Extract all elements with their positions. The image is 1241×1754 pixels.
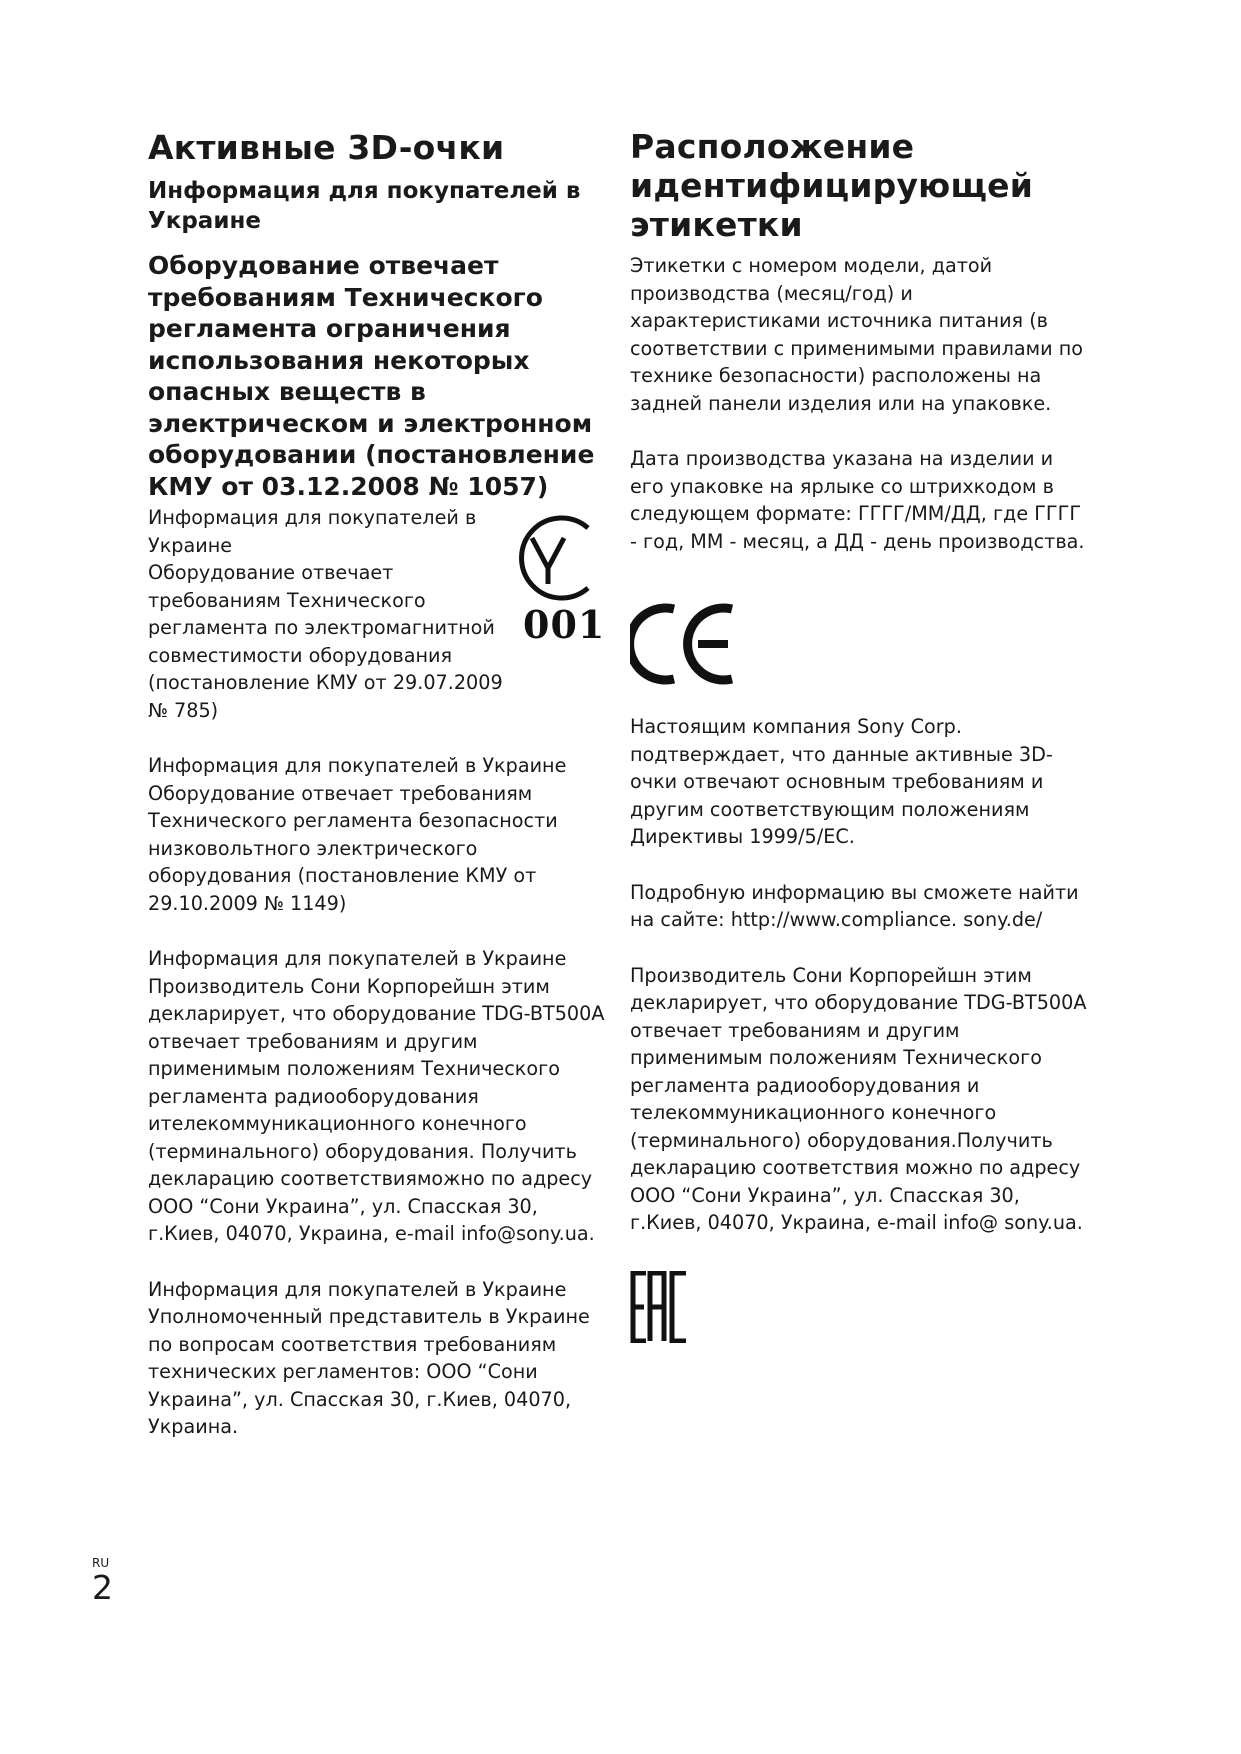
radio-declaration-text: Информация для покупателей в Украине Производитель Сони Корпорейшн этим декларирует, что оборудование TDG-BT500A отвечает требованиям и другим применимым положениям Технического регламента радиооборудования ителекоммуникационного конечного (терминального) оборудования. Получить декларацию соответствияможно по адресу ООО “Сони Украина”, ул. Спасская 30, г.Киев, 04070, Украина, e-mail info@sony.ua. [148, 947, 605, 1245]
ce-declaration-text: Настоящим компания Sony Corp. подтверждает, что данные активные 3D-очки отвечают основным требованиям и другим соответствующим положениям Директивы 1999/5/EC. [630, 715, 1053, 848]
left-column [148, 128, 608, 1441]
language-code: RU [92, 1556, 110, 1570]
more-info-text: Подробную информацию вы сможете найти на сайте: http://www.compliance. sony.de/ [630, 880, 1079, 931]
eac-mark-icon [630, 1271, 690, 1343]
lowvoltage-text: Информация для покупателей в Украине Оборудование отвечает требованиям Технического регламента безопасности низковольтного электрического оборудования (постановление КМУ от 29.10.2009 № 1149) [148, 754, 567, 915]
ukraine-mark-code: 001 [523, 602, 606, 647]
emc-section [148, 504, 608, 724]
label-location-title: Расположение идентифицирующей этикетки [630, 127, 1034, 244]
page-footer [92, 1556, 113, 1606]
page-title: Активные 3D-очки [148, 128, 505, 167]
label-text: Этикетки с номером модели, датой производства (месяц/год) и характеристиками источника питания (в соответствии с применимыми правилами по технике безопасности) расположены на задней панели изделия или на упаковке. [630, 254, 1083, 415]
emc-text: Информация для покупателей в Украине Оборудование отвечает требованиям Технического регламента по электромагнитной совместимости оборудования (постановление КМУ от 29.07.2009 № 785) [148, 506, 503, 722]
right-column [630, 128, 1090, 1347]
ukraine-info-subtitle: Информация для покупателей в Украине [148, 178, 581, 234]
right-radio-declaration-text: Производитель Сони Корпорейшн этим декларирует, что оборудование TDG-BT500A отвечает требованиям и другим применимым положениям Технического регламента радиооборудования и телекоммуникационного конечного (терминального) оборудования.Получить декларацию соответствия можно по адресу ООО “Сони Украина”, ул. Спасская 30, г.Киев, 04070, Украина, e-mail info@ sony.ua. [630, 963, 1087, 1234]
representative-text: Информация для покупателей в Украине Уполномоченный представитель в Украине по вопросам соответствия требованиям технических регламентов: ООО “Сони Украина”, ул. Спасская 30, г.Киев, 04070, Украина. [148, 1277, 590, 1438]
production-date-text: Дата производства указана на изделии и его упаковке на ярлыке со штрихкодом в следующем формате: ГГГГ/ММ/ДД, где ГГГГ - год, ММ - месяц, а ДД - день производства. [630, 447, 1085, 553]
page-number: 2 [92, 1568, 113, 1607]
regulation-heading: Оборудование отвечает требованиям Технического регламента ограничения использования некоторых опасных веществ в электрическом и электронном оборудовании (постановление КМУ от 03.12.2008 № 1057) [148, 251, 595, 501]
ce-mark-icon [630, 599, 740, 689]
